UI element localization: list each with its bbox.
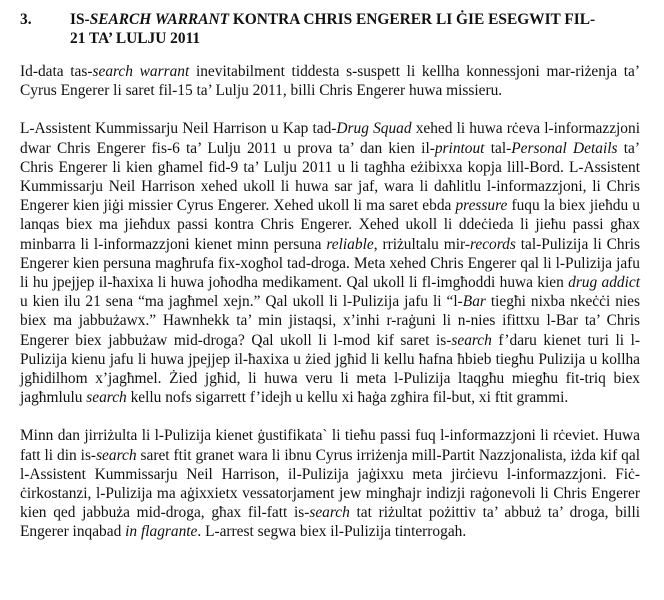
italic-text-run: drug addict <box>568 274 640 292</box>
italic-text-run: search <box>86 389 127 407</box>
text-run: tal- <box>484 139 512 157</box>
text-run: Minn dan jirriżulta li l-Pulizija kienet ġustifikata` li tieħu passi fuq l-informazzjoni li rċeviet. Huwa fatt li din is- <box>20 427 640 464</box>
text-run: KONTRA CHRIS ENGERER LI ĠIE ESEGWIT FIL-21 TA’ LULJU 2011 <box>70 11 596 47</box>
text-run: xehed li huwa rċeva l-informazzjoni dwar Chris Engerer fis-6 ta’ Lulju 2011 u prova ta’ dan kien il- <box>20 120 640 157</box>
text-run: u kien ilu 21 sena “ma jagħmel xejn.” Qal ukoll li l-Pulizija jafu li “l- <box>20 293 463 311</box>
text-run: tat riżultat pożittiv ta’ abbuż ta’ droga, billi Engerer inqabad <box>20 504 640 541</box>
section-number: 3. <box>20 11 32 28</box>
italic-text-run: search warrant <box>92 63 190 80</box>
text-run: tiegħi nixba nkeċċi nies biex ma jabbużawx.” Hawnhekk ta’ min jistaqsi, x’inhi r-raġuni li n-nies ifittxu l-Bar ta’ Chris Engerer biex jabbużaw mid-droga? Qal ukoll li l-mod kif saret is- <box>20 293 640 349</box>
italic-text-run: search <box>309 504 350 522</box>
italic-text-run: records <box>469 235 516 253</box>
text-run: IS- <box>70 11 90 28</box>
italic-text-run: Drug Squad <box>336 120 412 138</box>
section-title <box>70 10 644 48</box>
text-run: f’daru kienet turi li l-Pulizija kienu jafu li huwa jpejjep il-ħaxixa u żied jgħid li kellu ħafna ħbieb tiegħu Pulizija u kollha jgħidilhom x’jagħmel. Żied jgħid, li huwa veru li meta l-Pulizija ltaqgħu miegħu fit-triq biex jagħmlulu <box>20 331 640 407</box>
paragraph-3 <box>20 426 644 541</box>
text-run: , rriżultalu mir- <box>373 235 470 253</box>
italic-text-run: printout <box>434 139 485 157</box>
italic-text-run: search <box>96 446 137 464</box>
paragraph-1 <box>20 62 644 100</box>
italic-text-run: Bar <box>462 293 486 311</box>
italic-text-run: in flagrante <box>125 523 198 541</box>
text-run: kellu nofs sigarrett f’idejh u kellu xi ħaġa zgħira fil-but, xi ftit grammi. <box>126 389 569 407</box>
italic-text-run: pressure <box>455 197 508 215</box>
text-run: Id-data tas- <box>20 63 93 80</box>
text-run: ta’ Chris Engerer li kien għamel fid-9 ta’ Lulju 2011 u li tagħha eżibixxa kopja lill-Bord. L-Assistent Kummissarju Neil Harrison xehed ukoll li huwa sar jaf, wara li daħlitlu l-informazzjoni, li Chris Engerer kien jiġi missier Cyrus Engerer. Xehed ukoll li ma saret ebda <box>20 139 640 215</box>
text-run: L-Assistent Kummissarju Neil Harrison u Kap tad- <box>20 120 337 138</box>
italic-text-run: SEARCH WARRANT <box>89 11 229 28</box>
paragraph-2 <box>20 119 644 407</box>
text-run: fuqu la biex jieħdu u lanqas biex ma jieħdux passi kontra Chris Engerer. Xehed ukoll li ddeċieda li jieħu passi għax minbarra li l-informazzjoni kienet minn persuna <box>20 197 640 253</box>
text-run: tal-Pulizija li Chris Engerer kien persuna magħrufa fix-xogħol tad-droga. Meta xehed Chris Engerer qal li l-Pulizija jafu li hu jpejjep il-ħaxixa li huwa joħodha medikament. Qal ukoll li fl-imgħoddi huwa kien <box>20 235 640 292</box>
text-run: . L-arrest segwa biex il-Pulizija tinterrogah. <box>197 523 467 541</box>
italic-text-run: search <box>451 331 492 349</box>
text-run: saret ftit granet wara li ibnu Cyrus irriżenja mill-Partit Nazzjonalista, iżda kif qal l-Assistent Kummissarju Neil Harrison, il-Pulizija jaġixxu meta jirċievu l-informazzjoni. Fiċ-ċirkostanzi, l-Pulizija ma aġixxietx vessatorjament jew mingħajr indizji raġonevoli li Chris Engerer kien qed jabbuża mid-droga, għax fil-fatt is- <box>20 446 640 522</box>
section-heading <box>20 10 644 48</box>
italic-text-run: reliable <box>326 235 374 253</box>
italic-text-run: Personal Details <box>511 139 618 157</box>
text-run: inevitabilment tiddesta s-suspett li kellha konnessjoni mar-riżenja ta’ Cyrus Engerer li saret fil-15 ta’ Lulju 2011, billi Chris Engerer huwa missieru. <box>20 63 640 100</box>
